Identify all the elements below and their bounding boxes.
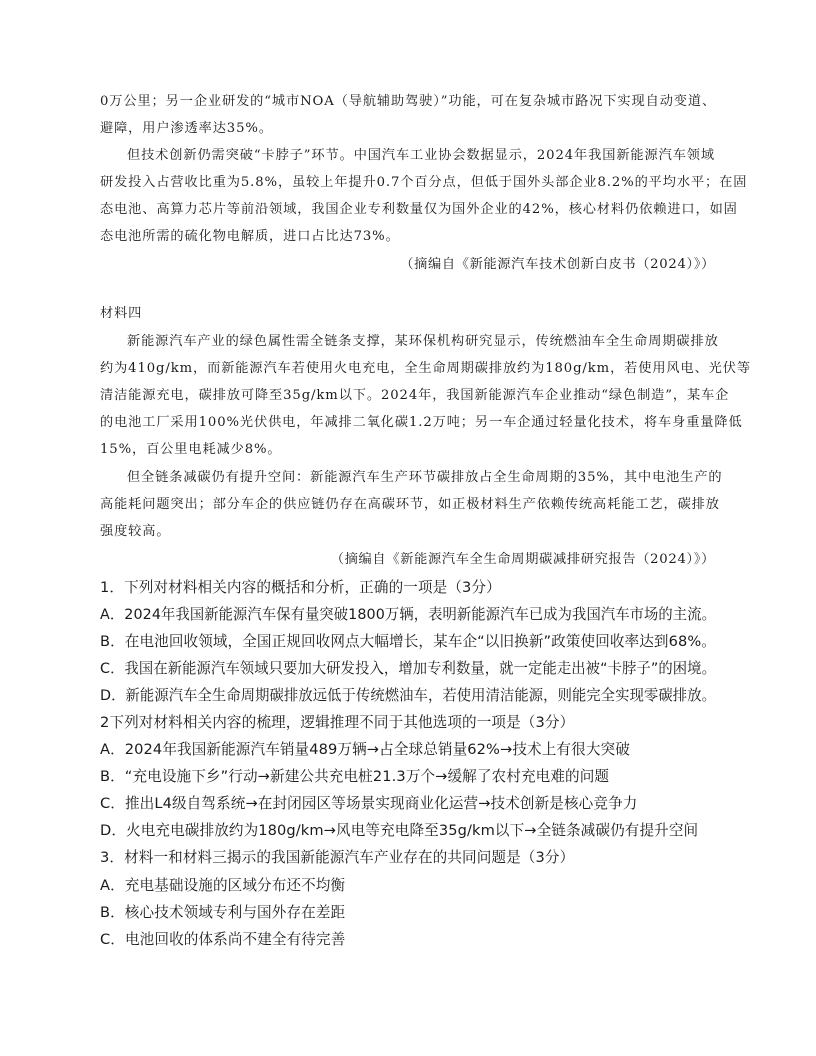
material3-line: 研发投入占营收比重为5.8%，虽较上年提升0.7个百分点，但低于国外头部企业8.2%的平均水平；在固 xyxy=(100,175,748,190)
material4-line: 高能耗问题突出；部分车企的供应链仍存在高碳环节，如正极材料生产依赖传统高耗能工艺，碳排放 xyxy=(100,497,720,512)
question-stem: 3．材料一和材料三揭示的我国新能源汽车产业存在的共同问题是（3分） xyxy=(100,849,575,866)
option-b: B．核心技术领域专利与国外存在差距 xyxy=(100,904,346,921)
question-stem: 2下列对材料相关内容的梳理，逻辑推理不同于其他选项的一项是（3分） xyxy=(100,714,575,731)
material4-line: 但全链条减碳仍有提升空间：新能源汽车生产环节碳排放占全生命周期的35%，其中电池生产的 xyxy=(127,470,723,485)
source-citation: （摘编自《新能源汽车全生命周期碳减排研究报告（2024）》） xyxy=(330,552,715,567)
material4-line: 新能源汽车产业的绿色属性需全链条支撑，某环保机构研究显示，传统燃油车全生命周期碳排放 xyxy=(127,334,719,349)
material3-line: 但技术创新仍需突破“卡脖子”环节。中国汽车工业协会数据显示，2024年我国新能源汽车领域 xyxy=(127,148,715,163)
option-c: C．我国在新能源汽车领域只要加大研发投入，增加专利数量，就一定能走出被“卡脖子”的困境。 xyxy=(100,660,716,677)
source-citation: （摘编自《新能源汽车技术创新白皮书（2024）》） xyxy=(400,257,715,272)
material4-line: 15%，百公里电耗减少8%。 xyxy=(100,442,282,457)
option-c: C．电池回收的体系尚不建全有待完善 xyxy=(100,931,346,948)
material3-line: 态电池所需的硫化物电解质，进口占比达73%。 xyxy=(100,229,400,244)
material4-line: 强度较高。 xyxy=(100,524,171,539)
material4-line: 的电池工厂采用100%光伏供电，年减排二氧化碳1.2万吨；另一车企通过轻量化技术，将车身重量降低 xyxy=(100,415,743,430)
material4-line: 清洁能源充电，碳排放可降至35g/km以下。2024年，我国新能源汽车企业推动“绿色制造”，某车企 xyxy=(100,388,730,403)
material4-line: 约为410g/km，而新能源汽车若使用火电充电，全生命周期碳排放约为180g/km，若使用风电、光伏等 xyxy=(100,361,751,376)
option-c: C．推出L4级自驾系统→在封闭园区等场景实现商业化运营→技术创新是核心竞争力 xyxy=(100,795,638,812)
material3-line: 态电池、高算力芯片等前沿领域，我国企业专利数量仅为国外企业的42%，核心材料仍依赖进口，如固 xyxy=(100,202,738,217)
option-b: B．“充电设施下乡”行动→新建公共充电桩21.3万个→缓解了农村充电难的问题 xyxy=(100,768,610,785)
option-d: D．火电充电碳排放约为180g/km→风电等充电降至35g/km以下→全链条减碳仍有提升空间 xyxy=(100,822,699,839)
option-a: A．2024年我国新能源汽车销量489万辆→占全球总销量62%→技术上有很大突破 xyxy=(100,741,630,758)
option-a: A．2024年我国新能源汽车保有量突破1800万辆，表明新能源汽车已成为我国汽车市场的主流。 xyxy=(100,606,716,623)
question-stem: 1．下列对材料相关内容的概括和分析，正确的一项是（3分） xyxy=(100,579,501,596)
option-a: A．充电基础设施的区域分布还不均衡 xyxy=(100,877,346,894)
option-d: D．新能源汽车全生命周期碳排放远低于传统燃油车，若使用清洁能源，则能完全实现零碳排放。 xyxy=(100,687,716,704)
material3-line: 0万公里；另一企业研发的“城市NOA（导航辅助驾驶）”功能，可在复杂城市路况下实现自动变道、 xyxy=(100,94,717,109)
material3-line: 避障，用户渗透率达35%。 xyxy=(100,121,273,136)
option-b: B．在电池回收领域，全国正规回收网点大幅增长，某车企“以旧换新”政策使回收率达到68%。 xyxy=(100,633,716,650)
section-heading: 材料四 xyxy=(100,306,143,321)
